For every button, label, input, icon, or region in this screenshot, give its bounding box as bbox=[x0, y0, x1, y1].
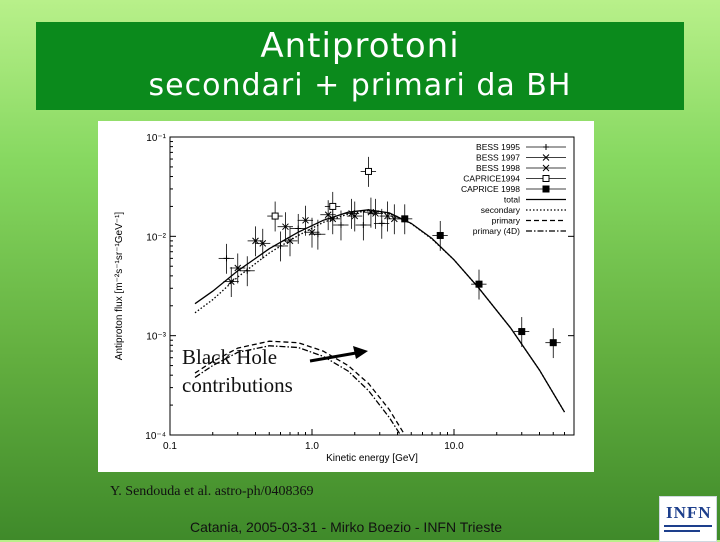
logo-underline-short bbox=[664, 530, 700, 532]
legend-label: BESS 1998 bbox=[476, 163, 520, 173]
plot-panel bbox=[98, 121, 594, 472]
y-tick-label: 10⁻² bbox=[146, 232, 166, 244]
legend-marker bbox=[543, 144, 549, 150]
data-point-5 bbox=[402, 216, 408, 222]
footer bbox=[0, 519, 720, 535]
data-point-5 bbox=[476, 281, 482, 287]
data-point-5 bbox=[437, 232, 443, 238]
annotation-line-2: contributions bbox=[182, 373, 293, 397]
x-axis-label: Kinetic energy [GeV] bbox=[326, 453, 418, 464]
y-axis-label: Antiproton flux [m⁻²s⁻¹sr⁻¹GeV⁻¹] bbox=[114, 211, 125, 361]
legend-label: CAPRICE1994 bbox=[463, 173, 520, 184]
y-tick-label: 10⁻⁴ bbox=[145, 431, 166, 442]
x-tick-label: 1.0 bbox=[305, 441, 319, 452]
y-tick-label: 10⁻¹ bbox=[146, 133, 166, 144]
legend-marker bbox=[543, 186, 549, 192]
logo-text: INFN bbox=[666, 503, 712, 522]
legend-label: primary (4D) bbox=[472, 226, 520, 236]
data-point-4 bbox=[272, 213, 278, 219]
antiproton-flux-chart bbox=[98, 121, 594, 472]
data-point-5 bbox=[550, 340, 556, 346]
legend-label: BESS 1995 bbox=[476, 142, 520, 152]
y-tick-label: 10⁻³ bbox=[146, 331, 166, 343]
data-point-4 bbox=[330, 203, 336, 209]
title-box bbox=[36, 22, 684, 110]
x-tick-label: 0.1 bbox=[163, 441, 177, 452]
annotation-arrow-head bbox=[353, 346, 368, 359]
annotation-line-1: Black Hole bbox=[182, 345, 278, 369]
legend-label: CAPRICE 1998 bbox=[460, 184, 520, 194]
legend-label: primary bbox=[491, 215, 520, 226]
data-point-5 bbox=[519, 329, 525, 335]
logo-underline bbox=[664, 525, 712, 527]
infn-logo bbox=[659, 496, 717, 542]
citation: Y. Sendouda et al. astro-ph/0408369 bbox=[110, 484, 314, 499]
data-point-1 bbox=[338, 222, 344, 228]
data-point-1 bbox=[360, 222, 366, 228]
legend-label: secondary bbox=[480, 205, 520, 215]
legend-label: total bbox=[503, 194, 520, 205]
black-hole-annotation bbox=[182, 343, 293, 399]
data-point-1 bbox=[379, 220, 385, 226]
legend-label: BESS 1997 bbox=[476, 152, 520, 163]
legend-marker bbox=[543, 176, 549, 182]
x-tick-label: 10.0 bbox=[444, 441, 464, 452]
slide-subtitle: secondari + primari da BH bbox=[148, 68, 572, 103]
data-point-1 bbox=[224, 255, 230, 261]
footer-text: Catania, 2005-03-31 - Mirko Boezio - INFN Trieste bbox=[189, 519, 502, 535]
slide-title: Antiprotoni bbox=[260, 26, 460, 66]
data-point-4 bbox=[366, 168, 372, 174]
